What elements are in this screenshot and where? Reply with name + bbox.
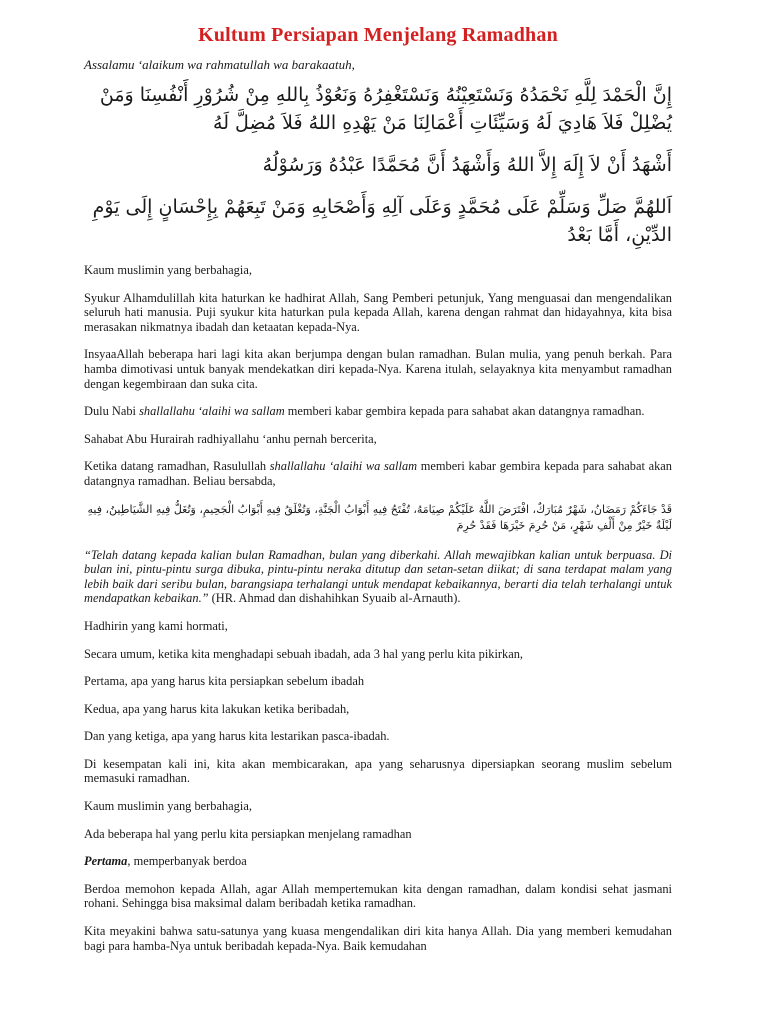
paragraph-second: Kedua, apa yang harus kita lakukan ketika beribadah, xyxy=(84,701,350,716)
arabic-hadith: قَدْ جَاءَكُمْ رَمَضَانُ، شَهْرٌ مُبَارَكٌ، افْتَرَضَ اللَّهُ عَلَيْكُمْ صِيَامَهُ، تُفْتَحُ فِيهِ أَبْوَابُ الْجَنَّةِ، وَتُغْلَقُ فِيهِ أَبْوَابُ الْجَحِيمِ، وَتُغَلُّ فِيهِ الشَّيَاطِينُ، فِيهِ لَيْلَةٌ خَيْرٌ مِنْ أَلْفِ شَهْرٍ، مَنْ حُرِمَ خَيْرَهَا فَقَدْ حُرِمَ xyxy=(87,502,672,532)
arabic-opening-praise: إِنَّ الْحَمْدَ لِلَّهِ نَحْمَدُهُ وَنَسْتَعِيْنُهُ وَنَسْتَغْفِرُهُ وَنَعُوْذُ بِاللهِ مِنْ شُرُوْرِ أَنْفُسِنَا وَمَنْ يُضْلِلْ فَلاَ هَادِيَ لَهُ وَسَيِّئَاتِ أَعْمَالِنَا مَنْ يَهْدِهِ اللهُ فَلاَ مُضِلَّ لَهُ xyxy=(99,84,672,134)
arabic-salawat: اَللهُمَّ صَلِّ وَسَلِّمْ عَلَى مُحَمَّدٍ وَعَلَى آلِهِ وَأَصْحَابِهِ وَمَنْ تَبِعَهُمْ بِإِحْسَانٍ إِلَى يَوْمِ الدِّيْنِ، أَمَّا بَعْدُ xyxy=(92,196,672,246)
document-title: Kultum Persiapan Menjelang Ramadhan xyxy=(198,24,558,46)
paragraph-three-things: Secara umum, ketika kita menghadapi sebuah ibadah, ada 3 hal yang perlu kita pikirkan, xyxy=(84,646,524,661)
paragraph-third: Dan yang ketiga, apa yang harus kita lestarikan pasca-ibadah. xyxy=(84,729,390,744)
paragraph-rasulullah-news: Ketika datang ramadhan, Rasulullah shallallahu ‘alaihi wa sallam memberi kabar gembira kepada para sahabat akan datangnya ramadhan. Beliau bersabda, xyxy=(84,459,672,488)
paragraph-topic: Di kesempatan kali ini, kita akan membicarakan, apa yang seharusnya dipersiapkan seorang muslim sebelum memasuki ramadhan. xyxy=(84,756,672,786)
paragraph-first: Pertama, apa yang harus kita persiapkan sebelum ibadah xyxy=(84,674,365,689)
paragraph-ramadhan-intro: InsyaaAllah beberapa hari lagi kita akan berjumpa dengan bulan ramadhan. Bulan mulia, yang penuh berkah. Para hamba dimotivasi untuk banyak mendekatkan diri kepada-Nya. Karena itulah, selayaknya kita menyambut ramadhan dengan kegembiraan dan suka cita. xyxy=(84,347,672,391)
arabic-shahada: أَشْهَدُ أَنْ لاَ إِلَهَ إِلاَّ اللهُ وَأَشْهَدُ أَنَّ مُحَمَّدًا عَبْدُهُ وَرَسُوْلُهُ xyxy=(262,154,672,176)
paragraph-gratitude: Syukur Alhamdulillah kita haturkan ke hadhirat Allah, Sang Pemberi petunjuk, Yang menguasai dan mengendalikan seluruh hati manusia. Puji syukur kita haturkan pula kepada Allah, karena dengan rahmat dan hidayahnya, kita bisa merasakan nikmatnya ibadah dan ketaatan kepada-Nya. xyxy=(84,290,672,334)
paragraph-greeting-2: Hadhirin yang kami hormati, xyxy=(84,618,228,633)
paragraph-greeting-3: Kaum muslimin yang berbahagia, xyxy=(84,799,252,814)
paragraph-prophet-news: Dulu Nabi shallallahu ‘alaihi wa sallam memberi kabar gembira kepada para sahabat akan datangnya ramadhan. xyxy=(84,404,645,419)
paragraph-abu-hurairah: Sahabat Abu Hurairah radhiyallahu ‘anhu pernah bercerita, xyxy=(84,431,377,446)
paragraph-greeting-1: Kaum muslimin yang berbahagia, xyxy=(84,263,252,277)
paragraph-hadith-translation: “Telah datang kepada kalian bulan Ramadhan, bulan yang diberkahi. Allah mewajibkan kalian untuk berpuasa. Di bulan ini, pintu-pintu surga dibuka, pintu-pintu neraka ditutup dan setan-setan diikat; di sana terdapat malam yang lebih baik dari seribu bulan, barangsiapa terhalangi untuk mendapat kebaikannya, berarti dia telah terhalangi untuk mendapatkan kebaikan.” (HR. Ahmad dan dishahihkan Syuaib al-Arnauth). xyxy=(84,547,672,606)
paragraph-first-point: Pertama, memperbanyak berdoa xyxy=(84,854,247,869)
paragraph-preparations: Ada beberapa hal yang perlu kita persiapkan menjelang ramadhan xyxy=(84,826,412,841)
greeting-salam: Assalamu ‘alaikum wa rahmatullah wa barakaatuh, xyxy=(84,57,355,72)
paragraph-belief: Kita meyakini bahwa satu-satunya yang kuasa mengendalikan diri kita hanya Allah. Dia yang memberi kemudahan bagi para hamba-Nya untuk beribadah kepada-Nya. Baik kemudahan xyxy=(84,924,672,953)
paragraph-doa: Berdoa memohon kepada Allah, agar Allah mempertemukan kita dengan ramadhan, dalam kondisi sehat jasmani rohani. Sehingga bisa maksimal dalam beribadah ketika ramadhan. xyxy=(84,881,672,911)
